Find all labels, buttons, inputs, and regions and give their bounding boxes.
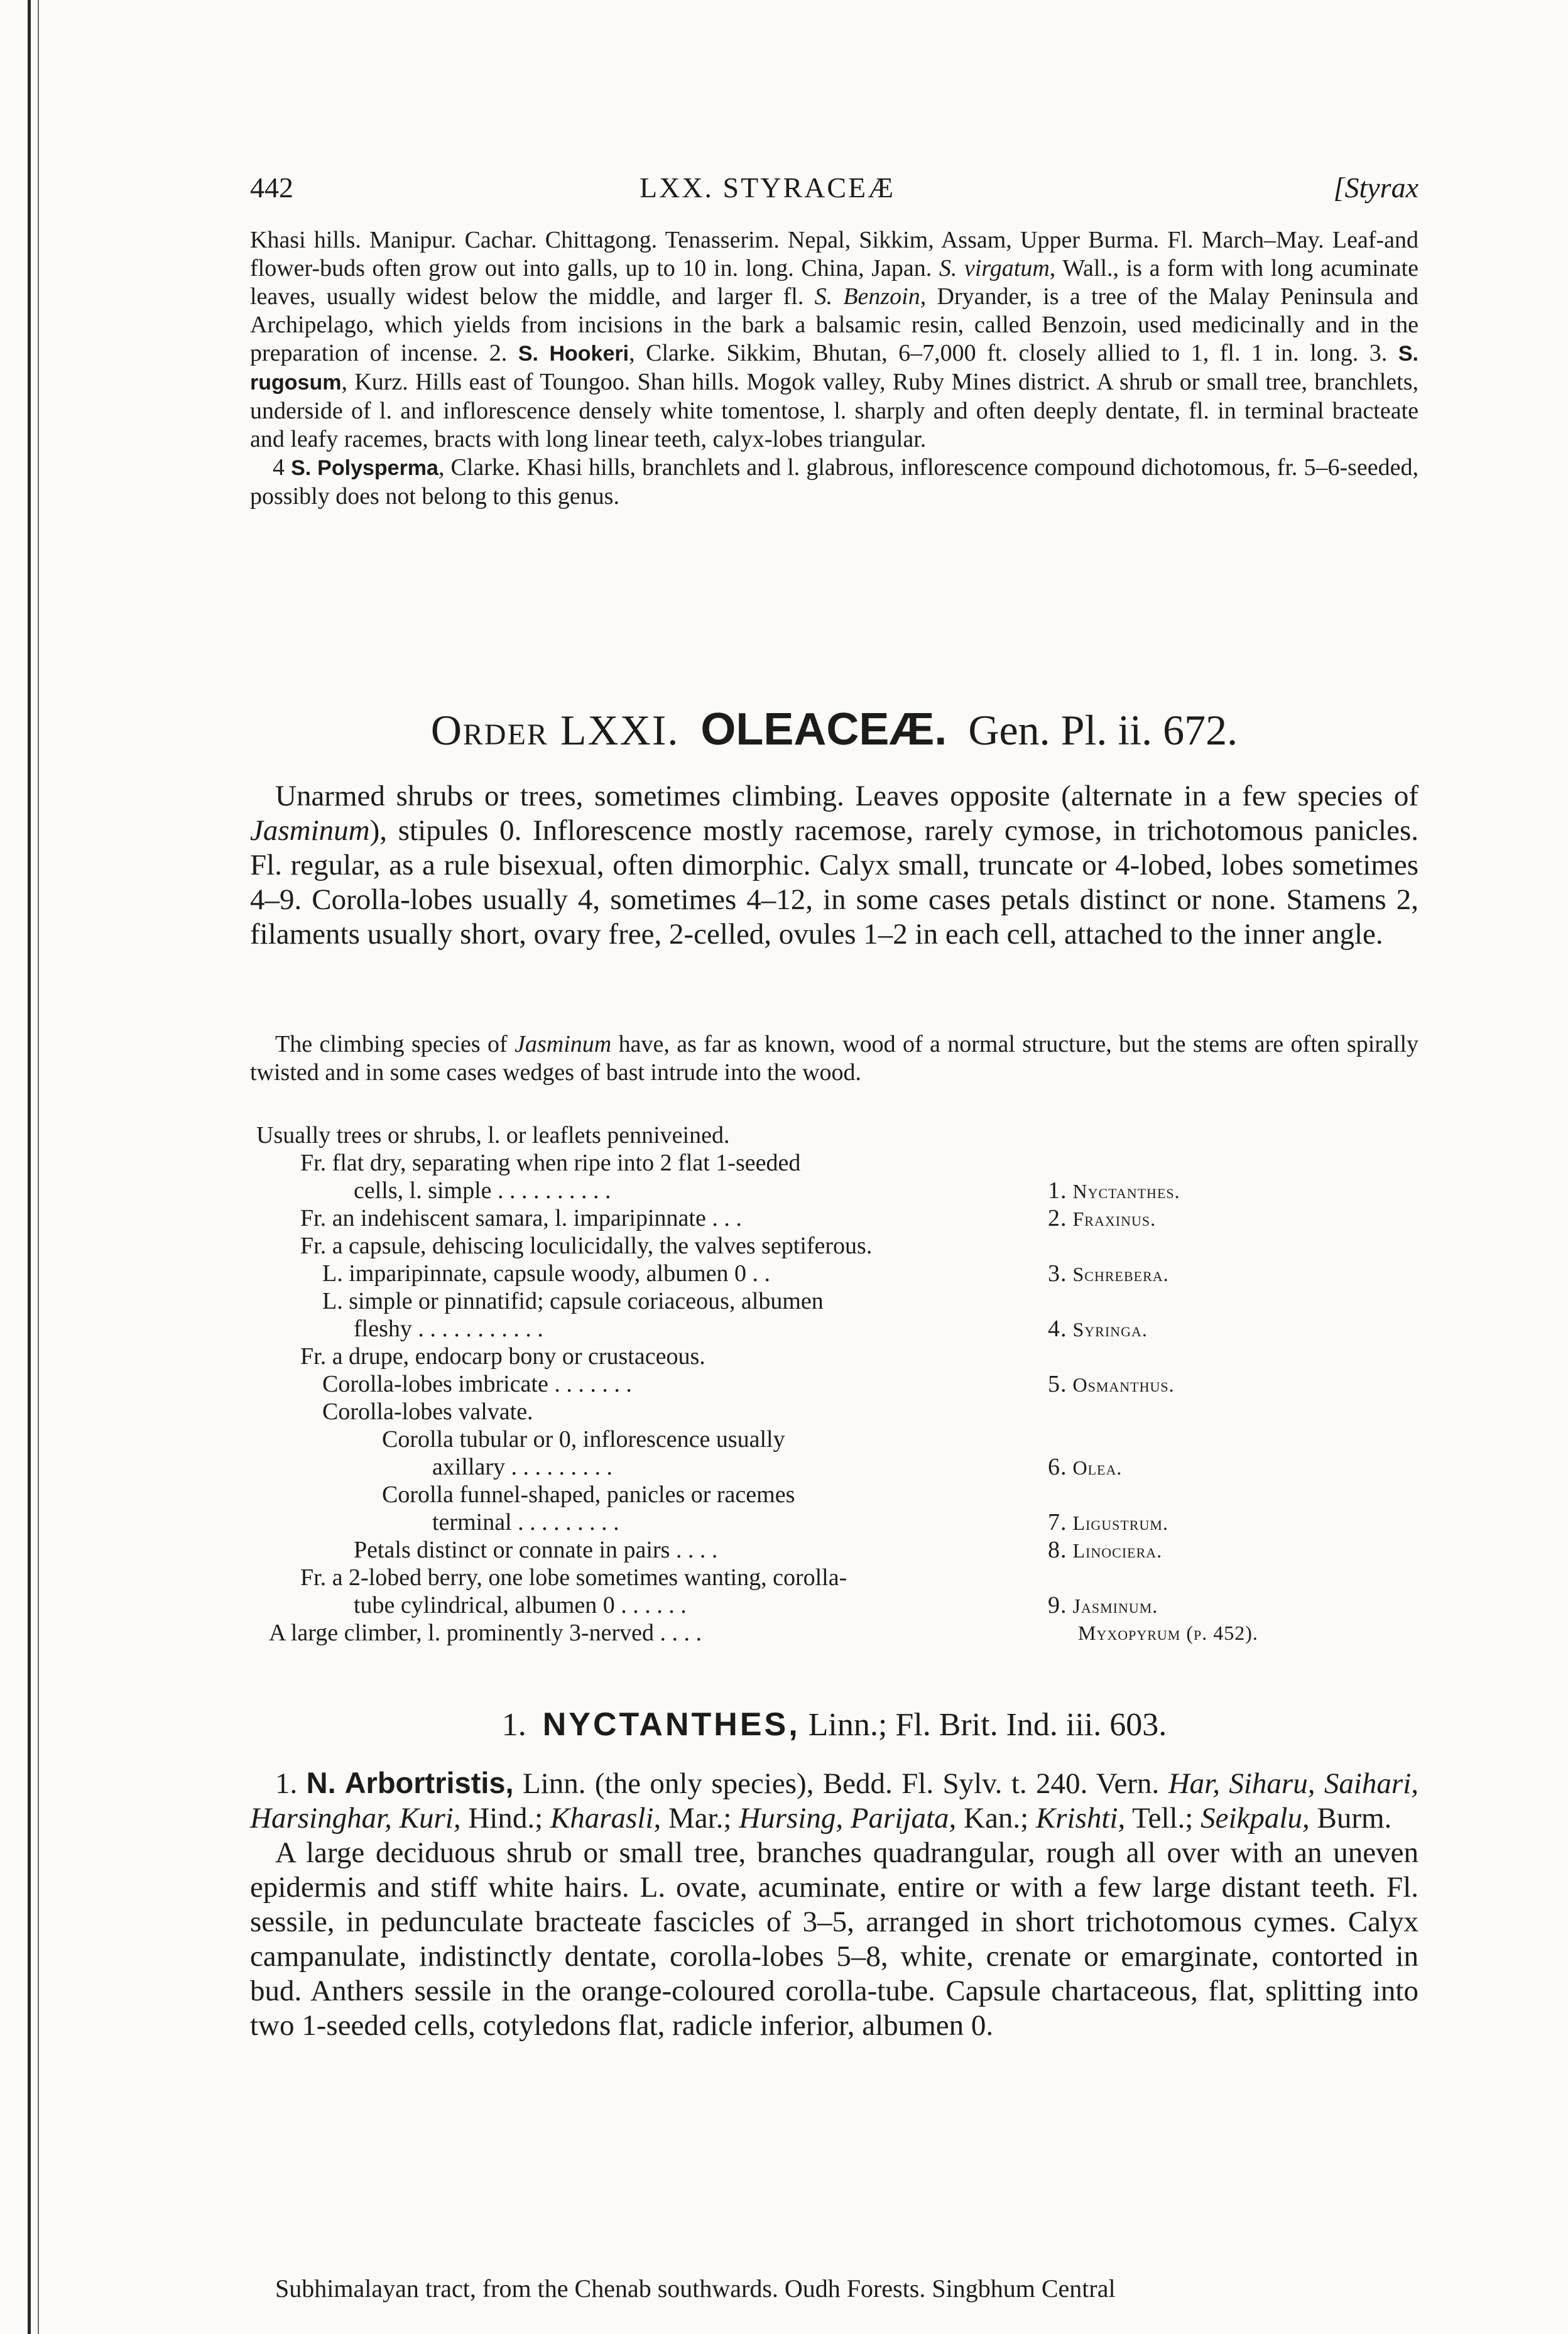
order-heading bbox=[250, 704, 1418, 755]
key-genus bbox=[1078, 1619, 1258, 1647]
description-text: Unarmed shrubs or trees, sometimes climbing. Leaves opposite (alternate in a few species of bbox=[275, 780, 1418, 812]
note-text: , Dryander, is a tree of the Malay Peninsula and Archipelago, which yields from incisions in the bark a balsamic resin, called Benzoin, used medicinally and in the preparation of incense. 2. bbox=[250, 283, 1418, 366]
key-text: Usually trees or shrubs, l. or leaflets penniveined. bbox=[256, 1122, 730, 1148]
genus-name: NYCTANTHES, bbox=[542, 1706, 800, 1743]
vernacular-names: Krishti, bbox=[1035, 1802, 1126, 1835]
note-number: 4 bbox=[273, 454, 291, 481]
species-name: S. virgatum bbox=[939, 255, 1050, 281]
key-row bbox=[250, 1177, 1418, 1204]
species-text: Burm. bbox=[1309, 1802, 1392, 1835]
header-running-genus: [Styrax bbox=[1333, 172, 1418, 204]
page-edge-rule bbox=[28, 0, 31, 2334]
key-text: Corolla-lobes valvate. bbox=[322, 1399, 533, 1425]
note-text: , Kurz. Hills east of Toungoo. Shan hills. Mogok valley, Ruby Mines district. A shrub or small tree, branchlets, underside of l. and inflorescence densely white tomentose, l. sharply and often deeply dentate, fl. in terminal bracteate and leafy racemes, bracts with long linear teeth, calyx-lobes triangular. bbox=[250, 369, 1418, 452]
key-number: 5. bbox=[1048, 1371, 1067, 1397]
key-text: Fr. a capsule, dehiscing loculicidally, the valves septiferous. bbox=[300, 1233, 873, 1259]
note-text: The climbing species of bbox=[275, 1031, 515, 1057]
key-genus bbox=[1048, 1260, 1169, 1288]
distribution bbox=[250, 2274, 1418, 2303]
note-text: , Clarke. Sikkim, Bhutan, 6–7,000 ft. closely allied to 1, fl. 1 in. long. 3. bbox=[629, 340, 1398, 366]
vernacular-names: Har, Siharu, Saihari, Harsinghar, Kuri, bbox=[250, 1767, 1419, 1835]
species-description: A large deciduous shrub or small tree, branches quadrangular, rough all over with an uneven epidermis and stiff white hairs. L. ovate, acuminate, entire or with a few large distant teeth. Fl. sessile, in pedunculate bracteate fascicles of 3–5, arranged in short trichotomous cymes. Calyx campanulate, indistinctly dentate, corolla-lobes 5–8, white, crenate or emarginate, contorted in bud. Anthers sessile in the orange-coloured corolla-tube. Capsule chartaceous, flat, splitting into two 1-seeded cells, cotyledons flat, radicle inferior, albumen 0. bbox=[250, 1836, 1418, 2042]
key-genus bbox=[1048, 1508, 1168, 1537]
species-text: Tell.; bbox=[1125, 1802, 1201, 1835]
distribution-text: Subhimalayan tract, from the Chenab southwards. Oudh Forests. Singbhum Central bbox=[275, 2274, 1116, 2303]
species-text: Mar.; bbox=[661, 1802, 739, 1835]
species-text: Hind.; bbox=[460, 1802, 550, 1835]
key-number: 8. bbox=[1048, 1537, 1067, 1563]
key-row bbox=[250, 1619, 1418, 1647]
header-title: LXX. STYRACEÆ bbox=[640, 172, 896, 204]
key-number: 2. bbox=[1048, 1205, 1067, 1231]
genus-name: Jasminum bbox=[250, 814, 370, 847]
key-genus bbox=[1048, 1315, 1148, 1343]
key-genus-name: Linociera. bbox=[1072, 1539, 1163, 1562]
key-genus-name: Ligustrum. bbox=[1072, 1512, 1168, 1534]
key-row bbox=[250, 1121, 1418, 1149]
page-edge-rule-inner bbox=[38, 0, 39, 2334]
page-number: 442 bbox=[250, 172, 293, 204]
key-genus-name: Syringa. bbox=[1072, 1318, 1148, 1341]
key-genus-name: Schrebera. bbox=[1072, 1263, 1169, 1285]
species-text: Linn. (the only species), Bedd. Fl. Sylv. t. 240. Vern. bbox=[513, 1767, 1168, 1800]
styrax-notes-paragraph-2 bbox=[250, 454, 1418, 511]
key-genus bbox=[1048, 1370, 1175, 1399]
species-entry bbox=[250, 1765, 1418, 2043]
genus-key bbox=[250, 1121, 1418, 1647]
key-text: cells, l. simple . . . . . . . . . . bbox=[354, 1177, 611, 1204]
order-name: OLEACEÆ. bbox=[700, 704, 947, 755]
key-genus-name: Nyctanthes. bbox=[1072, 1180, 1180, 1202]
key-genus-name: Jasminum. bbox=[1072, 1595, 1158, 1617]
key-text: Petals distinct or connate in pairs . . . . bbox=[354, 1537, 718, 1563]
species-name: S. rugosum bbox=[250, 342, 1418, 395]
key-number: 6. bbox=[1048, 1454, 1067, 1480]
key-genus-name: Osmanthus. bbox=[1072, 1373, 1175, 1396]
key-row bbox=[250, 1591, 1418, 1619]
note-text: , Wall., is a form with long acuminate leaves, usually widest below the middle, and larger fl. bbox=[250, 255, 1418, 310]
key-row bbox=[250, 1315, 1418, 1343]
description-paragraph bbox=[250, 779, 1418, 952]
key-number: 7. bbox=[1048, 1509, 1067, 1535]
key-row bbox=[250, 1536, 1418, 1564]
species-name: S. Hookeri bbox=[518, 342, 629, 366]
species-heading-paragraph bbox=[250, 1765, 1418, 1836]
order-reference: Gen. Pl. ii. 672. bbox=[968, 706, 1238, 754]
key-text: A large climber, l. prominently 3-nerved . . . . bbox=[269, 1620, 702, 1646]
key-text: L. simple or pinnatifid; capsule coriaceous, albumen bbox=[322, 1288, 824, 1314]
species-name: S. Benzoin bbox=[814, 283, 920, 310]
vernacular-names: Seikpalu, bbox=[1200, 1802, 1310, 1835]
key-row bbox=[250, 1481, 1418, 1508]
key-text: Fr. a drupe, endocarp bony or crustaceous. bbox=[300, 1343, 705, 1370]
key-row bbox=[250, 1204, 1418, 1232]
key-number: 9. bbox=[1048, 1592, 1067, 1618]
key-text: fleshy . . . . . . . . . . . bbox=[354, 1316, 543, 1342]
key-genus bbox=[1048, 1204, 1156, 1233]
key-text: terminal . . . . . . . . . bbox=[432, 1509, 619, 1535]
key-row bbox=[250, 1232, 1418, 1260]
key-row bbox=[250, 1343, 1418, 1370]
key-number: 4. bbox=[1048, 1316, 1067, 1342]
key-text: tube cylindrical, albumen 0 . . . . . . bbox=[354, 1592, 687, 1618]
genus-heading bbox=[250, 1706, 1418, 1743]
key-genus-name: Myxopyrum (p. 452). bbox=[1078, 1622, 1258, 1644]
key-row bbox=[250, 1260, 1418, 1287]
note-text: , Clarke. Khasi hills, branchlets and l. glabrous, inflorescence compound dichotomous, fr. 5–6-seeded, possibly does not belong to this genus. bbox=[250, 454, 1418, 510]
genus-reference: Linn.; Fl. Brit. Ind. iii. 603. bbox=[808, 1707, 1167, 1743]
order-description bbox=[250, 779, 1418, 952]
note-text: Khasi hills. Manipur. Cachar. Chittagong. Tenasserim. Nepal, Sikkim, Assam, Upper Burma. Fl. March–May. Leaf-and flower-buds often grow out into galls, up to 10 in. long. China, Japan. bbox=[250, 227, 1418, 281]
key-genus-name: Olea. bbox=[1072, 1456, 1123, 1479]
species-number: 1. bbox=[275, 1767, 307, 1800]
key-row bbox=[250, 1426, 1418, 1453]
key-number: 1. bbox=[1048, 1177, 1067, 1204]
key-genus bbox=[1048, 1536, 1162, 1564]
key-row bbox=[250, 1453, 1418, 1481]
key-row bbox=[250, 1398, 1418, 1426]
key-genus bbox=[1048, 1591, 1158, 1620]
key-genus bbox=[1048, 1453, 1122, 1481]
description-text: ), stipules 0. Inflorescence mostly racemose, rarely cymose, in trichotomous panicles. Fl. regular, as a rule bisexual, often dimorphic. Calyx small, truncate or 4-lobed, lobes sometimes 4–9. Corolla-lobes usually 4, sometimes 4–12, in some cases petals distinct or none. Stamens 2, filaments usually short, ovary free, 2-celled, ovules 1–2 in each cell, attached to the inner angle. bbox=[250, 814, 1418, 951]
key-text: Corolla funnel-shaped, panicles or racemes bbox=[382, 1481, 795, 1508]
wood-note bbox=[250, 1030, 1418, 1087]
genus-name: Jasminum bbox=[514, 1031, 612, 1057]
key-number: 3. bbox=[1048, 1260, 1067, 1287]
running-header bbox=[250, 171, 1418, 215]
key-row bbox=[250, 1287, 1418, 1315]
key-row bbox=[250, 1370, 1418, 1398]
key-row bbox=[250, 1508, 1418, 1536]
species-name: N. Arbortristis, bbox=[306, 1766, 514, 1799]
key-genus bbox=[1048, 1177, 1180, 1205]
key-text: L. imparipinnate, capsule woody, albumen 0 . . bbox=[322, 1260, 771, 1287]
species-text: Kan.; bbox=[956, 1802, 1036, 1835]
key-text: axillary . . . . . . . . . bbox=[432, 1454, 613, 1480]
order-label: Order LXXI. bbox=[430, 706, 680, 754]
key-text: Corolla tubular or 0, inflorescence usually bbox=[382, 1426, 785, 1453]
note-text: have, as far as known, wood of a normal structure, but the stems are often spirally twisted and in some cases wedges of bast intrude into the wood. bbox=[250, 1031, 1419, 1086]
vernacular-names: Kharasli, bbox=[550, 1802, 662, 1835]
styrax-notes-paragraph bbox=[250, 226, 1418, 454]
key-text: Fr. flat dry, separating when ripe into 2 flat 1-seeded bbox=[300, 1150, 801, 1176]
vernacular-names: Hursing, Parijata, bbox=[739, 1802, 957, 1835]
key-text: Corolla-lobes imbricate . . . . . . . bbox=[322, 1371, 632, 1397]
key-row bbox=[250, 1564, 1418, 1591]
species-name: S. Polysperma bbox=[291, 456, 438, 480]
genus-number: 1. bbox=[501, 1707, 526, 1743]
key-genus-name: Fraxinus. bbox=[1072, 1208, 1157, 1230]
styrax-notes bbox=[250, 226, 1418, 511]
key-text: Fr. a 2-lobed berry, one lobe sometimes wanting, corolla- bbox=[300, 1564, 847, 1591]
key-row bbox=[250, 1149, 1418, 1177]
wood-note-paragraph bbox=[250, 1030, 1418, 1087]
key-text: Fr. an indehiscent samara, l. imparipinnate . . . bbox=[300, 1205, 742, 1231]
